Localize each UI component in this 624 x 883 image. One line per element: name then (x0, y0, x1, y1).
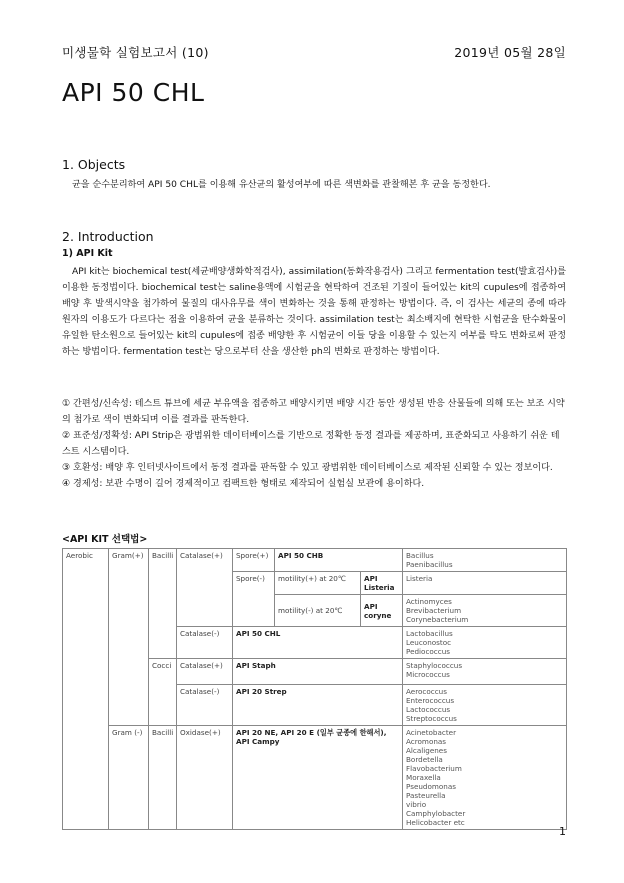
list-item: ③ 호환성: 배양 후 인터넷사이트에서 동정 결과를 판독할 수 있고 광범위한 데이터베이스로 제작된 신뢰할 수 있는 정보이다. (62, 463, 553, 473)
organism-name: Pediococcus (406, 647, 451, 656)
organism-name: Lactococcus (406, 705, 451, 714)
list-item: ② 표준성/정확성: API Strip은 광범위한 데이터베이스를 기반으로 정확한 동정 결과를 제공하며, 표준화되고 사용하기 쉬운 테스트 시스템이다. (62, 431, 560, 457)
spore-positive-cell: Spore(+) (233, 549, 275, 572)
organism-name: Brevibacterium (406, 606, 462, 615)
api-50chb-cell: API 50 CHB (275, 549, 403, 572)
organism-name: Bacillus (406, 551, 434, 560)
introduction-text: API kit는 biochemical test(세균배양생화학적검사), assimilation(동화작용검사) 그리고 fermentation test(발효검사)를 이용한 동정법이다. biochemical test는 saline용액에 시험균을 현탁하여 건조된 기질이 들어있는 kit의 cupules에 접종하여 배양 후 발색시약을 첨가하여 물질의 대사유무를 색이 변화하는 것을 통해 판정하는 방법이다. 즉, 이 검사는 세균의 종에 따라 원자의 이용도가 다르다는 점을 이용하여 균을 분류하는 것이다. assimilation test는 최소배지에 현탁한 시험균을 탄수화물이 유일한 탄소원으로 들어있는 kit의 cupules에 접종 배양한 후 시험균이 이들 당을 이용할 수 있는지 여부를 탁도 변화로써 판정하는 방법이다. fermentation test는 당으로부터 산을 생산한 ph의 변화로 판정하는 방법이다. (62, 267, 566, 357)
organism-name: Corynebacterium (406, 615, 469, 624)
organism-name: Listeria (406, 574, 433, 583)
organism-name: Actinomyces (406, 597, 452, 606)
catalase-positive-cell: Catalase(+) (177, 659, 233, 685)
organism-name: vibrio (406, 800, 427, 809)
bacilli-cell: Bacilli (149, 726, 177, 830)
catalase-negative-cell: Catalase(-) (177, 627, 233, 659)
organisms-oxidase (403, 726, 567, 830)
organism-name: Pasteurella (406, 791, 446, 800)
api-oxidase-kits-cell: API 20 NE, API 20 E (일부 균종에 한해서), API Campy (233, 726, 403, 830)
gram-negative-cell: Gram (-) (109, 726, 149, 830)
gram-positive-cell: Gram(+) (109, 549, 149, 726)
organism-name: Leuconostoc (406, 638, 452, 647)
organisms-chl (403, 627, 567, 659)
organism-name: Streptococcus (406, 714, 457, 723)
motility-negative-cell: motility(-) at 20℃ (275, 595, 361, 627)
page-title: API 50 CHL (62, 78, 205, 107)
organisms-coryne (403, 595, 567, 627)
introduction-heading: 2. Introduction (62, 229, 154, 244)
api-kit-subheading: 1) API Kit (62, 248, 113, 259)
oxidase-positive-cell: Oxidase(+) (177, 726, 233, 830)
organism-name: Lactobacillus (406, 629, 453, 638)
cocci-cell: Cocci (149, 659, 177, 726)
catalase-positive-cell: Catalase(+) (177, 549, 233, 627)
table-title: <API KIT 선택법> (62, 534, 148, 545)
organism-name: Acinetobacter (406, 728, 457, 737)
list-item: ① 간편성/신속성: 테스트 튜브에 세균 부유액을 접종하고 배양시키면 배양 시간 동안 생성된 반응 산물들에 의해 또는 보조 시약의 첨가로 색이 변화되며 이를 결과를 판독한다. (62, 399, 565, 425)
organism-name: Flavobacterium (406, 764, 462, 773)
spore-negative-cell: Spore(-) (233, 572, 275, 627)
report-date: 2019년 05월 28일 (454, 45, 566, 60)
organism-name: Bordetella (406, 755, 443, 764)
list-item: ④ 경제성: 보관 수명이 길어 경제적이고 컴팩트한 형태로 제작되어 실험실 보관에 용이하다. (62, 479, 425, 489)
table-row (63, 549, 567, 572)
aerobic-cell: Aerobic (63, 549, 109, 830)
api-kit-selection-table (62, 548, 567, 830)
api-coryne-cell: API coryne (361, 595, 403, 627)
organism-name: Camphylobacter (406, 809, 466, 818)
organism-name: Helicobacter etc (406, 818, 465, 827)
page-number: 1 (559, 825, 566, 838)
organism-name: Paenibacillus (406, 560, 453, 569)
organisms-listeria (403, 572, 567, 595)
api-50chl-cell: API 50 CHL (233, 627, 403, 659)
organisms-staph (403, 659, 567, 685)
organisms-chb (403, 549, 567, 572)
api-staph-cell: API Staph (233, 659, 403, 685)
organism-name: Alcaligenes (406, 746, 447, 755)
motility-positive-cell: motility(+) at 20℃ (275, 572, 361, 595)
organism-name: Micrococcus (406, 670, 450, 679)
organism-name: Acromonas (406, 737, 447, 746)
objects-paragraph (62, 177, 566, 193)
catalase-negative-cell: Catalase(-) (177, 685, 233, 726)
organism-name: Aerococcus (406, 687, 447, 696)
api-20strep-cell: API 20 Strep (233, 685, 403, 726)
organism-name: Staphylococcus (406, 661, 463, 670)
introduction-paragraph (62, 264, 566, 360)
objects-text: 균을 순수분리하여 API 50 CHL를 이용해 유산균의 활성여부에 따른 색변화를 관찰해본 후 균을 동정한다. (72, 180, 491, 190)
report-header-title: 미생물학 실험보고서 (10) (62, 45, 209, 60)
bacilli-cell: Bacilli (149, 549, 177, 659)
organism-name: Pseudomonas (406, 782, 456, 791)
advantages-list (62, 396, 566, 492)
organism-name: Moraxella (406, 773, 441, 782)
api-listeria-cell: API Listeria (361, 572, 403, 595)
organism-name: Enterococcus (406, 696, 455, 705)
table-row (63, 726, 567, 830)
organisms-strep (403, 685, 567, 726)
objects-heading: 1. Objects (62, 157, 126, 172)
